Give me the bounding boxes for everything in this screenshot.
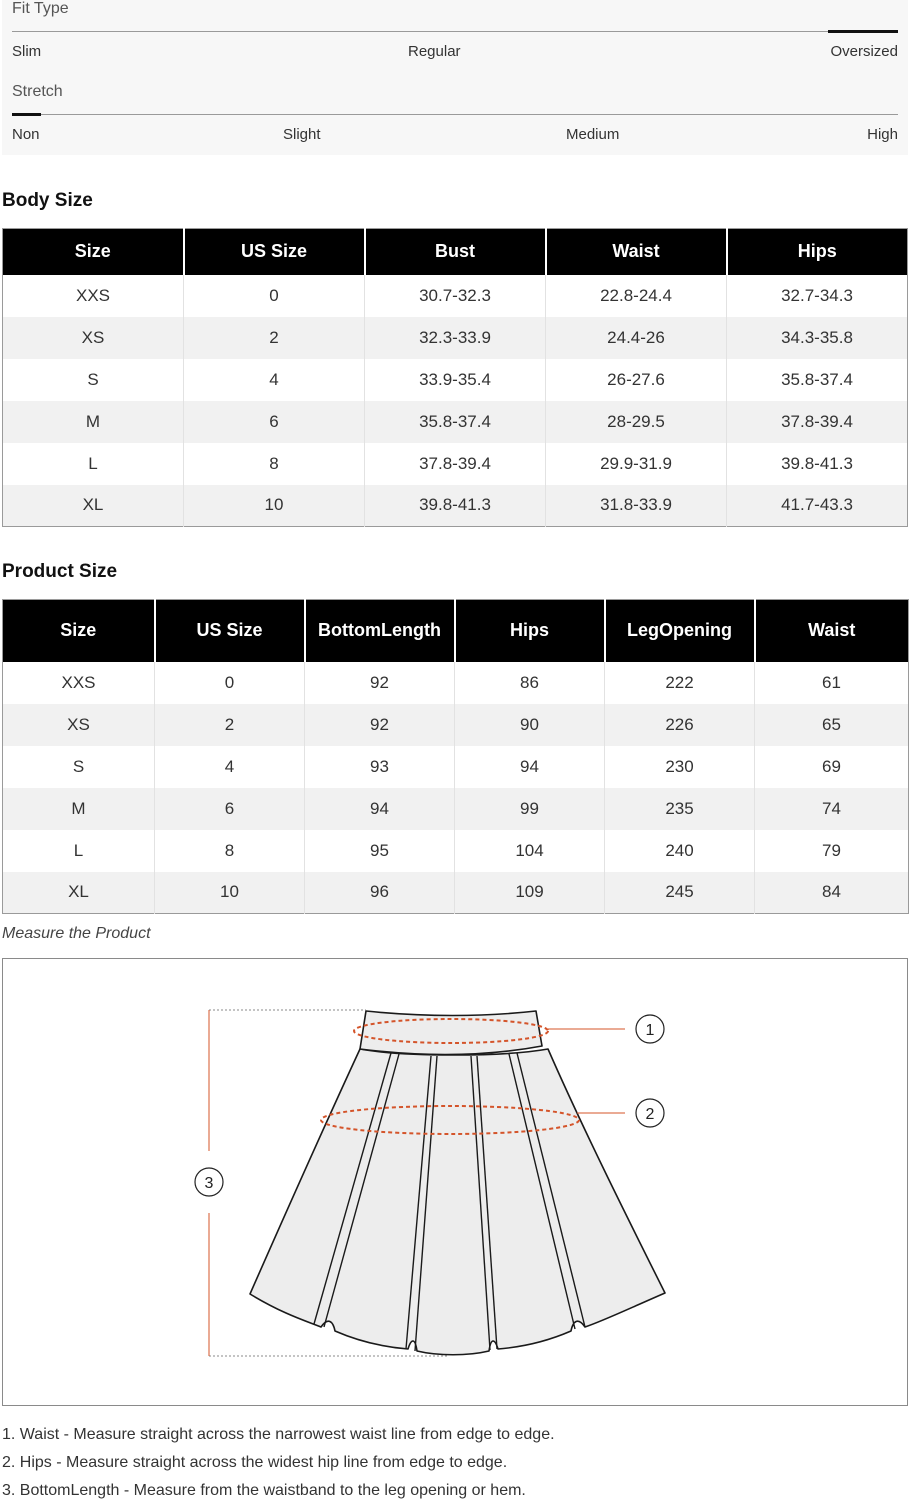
table-cell: 35.8-37.4 [365, 401, 546, 443]
table-row [3, 746, 909, 788]
table-row [3, 443, 908, 485]
column-header: Size [3, 229, 184, 275]
column-header: BottomLength [305, 600, 455, 662]
stretch-option-non: Non [12, 126, 40, 143]
table-cell: 22.8-24.4 [546, 275, 727, 317]
fit-option-oversized: Oversized [830, 43, 898, 60]
body-size-title: Body Size [2, 190, 93, 211]
table-cell: 65 [755, 704, 909, 746]
table-cell: XL [3, 872, 155, 914]
table-cell: 37.8-39.4 [365, 443, 546, 485]
table-cell: 245 [605, 872, 755, 914]
fit-type-selected-marker [828, 30, 898, 33]
instruction-bottom-length: 3. BottomLength - Measure from the waistband to the leg opening or hem. [2, 1482, 526, 1499]
column-header: Waist [546, 229, 727, 275]
table-cell: 86 [455, 662, 605, 704]
instruction-hips: 2. Hips - Measure straight across the widest hip line from edge to edge. [2, 1454, 508, 1471]
table-cell: 240 [605, 830, 755, 872]
product-size-table [2, 599, 909, 914]
table-cell: 226 [605, 704, 755, 746]
table-cell: 79 [755, 830, 909, 872]
table-cell: XXS [75, 285, 111, 305]
table-cell: 92 [305, 662, 455, 704]
column-header: Waist [755, 600, 909, 662]
table-cell: 39.8-41.3 [727, 443, 908, 485]
table-cell: 30.7-32.3 [365, 275, 546, 317]
column-header: LegOpening [605, 600, 755, 662]
stretch-title: Stretch [12, 83, 63, 100]
fit-option-regular: Regular [408, 43, 461, 60]
table-row [3, 275, 908, 317]
column-header: Bust [365, 229, 546, 275]
table-cell: S [72, 756, 85, 776]
table-cell: 34.3-35.8 [727, 317, 908, 359]
table-cell: 74 [755, 788, 909, 830]
product-size-title: Product Size [2, 561, 118, 582]
length-marker-label: 3 [204, 1175, 214, 1192]
table-cell: 94 [455, 746, 605, 788]
table-cell: 39.8-41.3 [365, 485, 546, 527]
table-cell: 32.7-34.3 [727, 275, 908, 317]
table-cell: M [3, 401, 184, 443]
table-cell: 93 [305, 746, 455, 788]
table-cell: 26-27.6 [546, 359, 727, 401]
table-cell: 0 [155, 662, 305, 704]
column-header: Hips [455, 600, 605, 662]
table-cell: 8 [155, 830, 305, 872]
table-row [3, 788, 909, 830]
table-cell: 8 [184, 443, 365, 485]
column-header: US Size [155, 600, 305, 662]
stretch-option-medium: Medium [566, 126, 620, 143]
fit-type-title: Fit Type [12, 0, 69, 17]
table-cell: 2 [184, 317, 365, 359]
table-cell: 4 [155, 746, 305, 788]
table-cell: 84 [755, 872, 909, 914]
table-cell: 10 [184, 485, 365, 527]
table-cell: 24.4-26 [546, 317, 727, 359]
table-cell: 230 [605, 746, 755, 788]
table-cell: 37.8-39.4 [727, 401, 908, 443]
hips-marker-label: 2 [645, 1106, 655, 1123]
table-cell: 31.8-33.9 [546, 485, 727, 527]
table-cell: 32.3-33.9 [365, 317, 546, 359]
table-cell: XXS [61, 672, 96, 692]
fit-stretch-panel [2, 0, 908, 155]
table-header-row [3, 600, 909, 662]
fit-option-slim: Slim [12, 43, 42, 60]
table-cell: 92 [305, 704, 455, 746]
table-cell: 99 [455, 788, 605, 830]
column-header: Size [3, 600, 155, 662]
stretch-scale [12, 114, 898, 115]
column-header: Hips [727, 229, 908, 275]
table-cell: 33.9-35.4 [365, 359, 546, 401]
table-cell: 94 [305, 788, 455, 830]
table-row [3, 704, 909, 746]
table-cell: 6 [155, 788, 305, 830]
table-cell: 4 [184, 359, 365, 401]
table-cell: 104 [455, 830, 605, 872]
body-size-table [2, 228, 908, 527]
table-cell: 95 [305, 830, 455, 872]
table-cell: 41.7-43.3 [727, 485, 908, 527]
table-cell: 6 [184, 401, 365, 443]
table-cell: XS [3, 704, 155, 746]
measure-caption: Measure the Product [2, 925, 151, 942]
table-row [3, 662, 909, 704]
table-cell: 61 [755, 662, 909, 704]
table-row [3, 401, 908, 443]
waist-marker-label: 1 [645, 1022, 655, 1039]
table-cell: 109 [455, 872, 605, 914]
instruction-waist: 1. Waist - Measure straight across the narrowest waist line from edge to edge. [2, 1426, 555, 1443]
fit-type-scale [12, 31, 898, 32]
table-row [3, 317, 908, 359]
table-cell: L [73, 840, 84, 860]
stretch-option-high: High [867, 126, 898, 143]
stretch-option-slight: Slight [283, 126, 321, 143]
skirt-diagram-icon [3, 959, 907, 1405]
table-cell: 10 [155, 872, 305, 914]
table-cell: 235 [605, 788, 755, 830]
table-row [3, 872, 909, 914]
table-cell: 96 [305, 872, 455, 914]
measure-diagram [2, 958, 908, 1406]
table-row [3, 359, 908, 401]
table-row [3, 485, 908, 527]
table-cell: 2 [155, 704, 305, 746]
table-cell: XS [3, 317, 184, 359]
table-cell: L [88, 453, 98, 473]
column-header: US Size [184, 229, 365, 275]
table-header-row [3, 229, 908, 275]
table-cell: M [3, 788, 155, 830]
table-cell: 69 [755, 746, 909, 788]
table-cell: 28-29.5 [546, 401, 727, 443]
stretch-selected-marker [12, 113, 41, 116]
table-cell: 29.9-31.9 [546, 443, 727, 485]
table-cell: 35.8-37.4 [727, 359, 908, 401]
table-cell: 90 [455, 704, 605, 746]
table-cell: XL [3, 485, 184, 527]
table-row [3, 830, 909, 872]
table-cell: 0 [184, 275, 365, 317]
table-cell: S [87, 369, 99, 389]
table-cell: 222 [605, 662, 755, 704]
measurement-instructions [2, 1421, 555, 1500]
